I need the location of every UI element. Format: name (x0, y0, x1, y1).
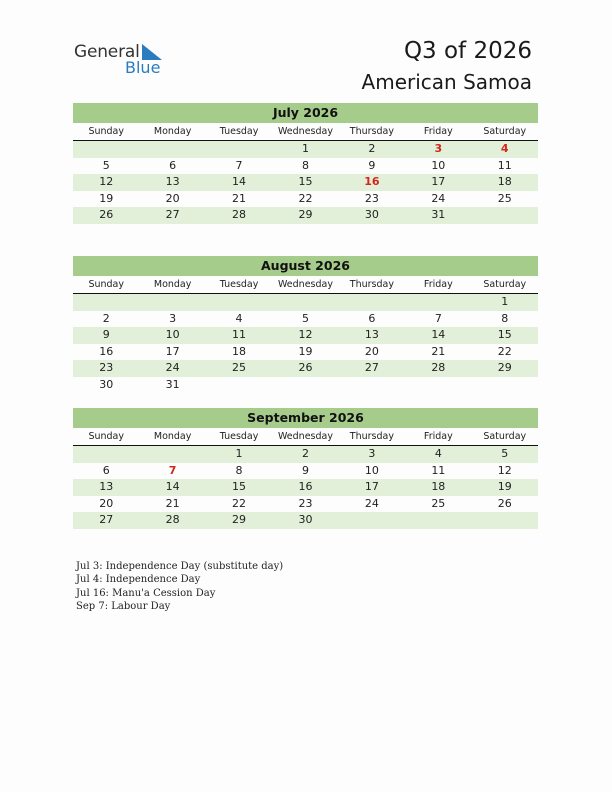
day-cell (405, 377, 471, 394)
day-cell: 3 (434, 142, 443, 155)
day-cell: 12 (298, 328, 313, 341)
day-cell (339, 512, 405, 529)
day-cell: 10 (364, 463, 379, 477)
week-row (73, 496, 538, 513)
week-row (73, 327, 538, 344)
day-cell: 22 (298, 191, 313, 205)
day-cell: 4 (434, 447, 442, 460)
weekday-label: Sunday (88, 279, 124, 290)
day-cell: 21 (232, 191, 247, 205)
day-cell: 16 (99, 344, 114, 358)
day-cell: 7 (434, 311, 442, 325)
day-cell: 19 (99, 191, 114, 205)
day-cell (472, 207, 538, 224)
day-cell: 6 (102, 463, 110, 477)
day-cell (472, 512, 538, 529)
weekday-label: Wednesday (277, 431, 333, 442)
holiday-note: Jul 4: Independence Day (76, 574, 201, 586)
page-title: Q3 of 2026 (403, 38, 532, 64)
weekday-label: Friday (423, 431, 453, 442)
day-cell: 14 (165, 480, 180, 493)
day-cell (272, 377, 338, 394)
week-row (73, 294, 538, 311)
week-row (73, 479, 538, 496)
day-cell: 29 (298, 208, 313, 221)
weekday-header-row (73, 276, 538, 294)
day-cell: 14 (232, 175, 247, 188)
day-cell: 9 (301, 463, 309, 477)
day-cell: 19 (497, 480, 512, 493)
weekday-label: Monday (153, 431, 192, 442)
day-cell: 18 (497, 175, 512, 188)
day-cell: 21 (431, 344, 446, 358)
day-cell: 13 (99, 480, 114, 493)
day-cell (206, 377, 272, 394)
day-cell: 18 (431, 480, 446, 493)
day-cell: 9 (368, 158, 376, 172)
day-cell (139, 294, 205, 311)
day-cell (206, 294, 272, 311)
week-row (73, 512, 538, 529)
day-cell (405, 512, 471, 529)
day-cell: 28 (232, 208, 247, 221)
day-cell: 24 (364, 496, 379, 510)
day-cell: 5 (102, 158, 110, 172)
generalblue-logo (74, 42, 174, 78)
day-cell (206, 141, 272, 158)
day-cell: 23 (99, 361, 114, 374)
day-cell (272, 294, 338, 311)
day-cell: 3 (169, 311, 177, 325)
day-cell: 28 (165, 513, 180, 526)
day-cell (73, 141, 139, 158)
day-cell: 18 (232, 344, 247, 358)
week-row (73, 463, 538, 480)
country-name: American Samoa (361, 70, 532, 94)
day-cell: 11 (232, 328, 247, 341)
day-cell: 26 (298, 361, 313, 374)
week-row (73, 174, 538, 191)
logo-general-text: General (74, 42, 140, 62)
day-cell (339, 377, 405, 394)
weekday-label: Sunday (88, 431, 124, 442)
weekday-label: Thursday (349, 126, 394, 137)
day-cell: 20 (99, 496, 114, 510)
holiday-note: Jul 3: Independence Day (substitute day) (76, 561, 284, 572)
day-cell (405, 294, 471, 311)
day-cell: 8 (235, 463, 243, 477)
week-row (73, 141, 538, 158)
day-cell: 14 (431, 328, 446, 341)
day-cell: 20 (364, 344, 379, 358)
day-cell: 5 (301, 311, 309, 325)
day-cell: 31 (165, 377, 180, 391)
day-cell: 26 (497, 496, 512, 510)
day-cell (73, 446, 139, 463)
holiday-notes (76, 560, 283, 614)
day-cell: 22 (497, 344, 512, 358)
day-cell: 11 (497, 158, 512, 172)
weekday-label: Saturday (483, 126, 527, 137)
day-cell (472, 377, 538, 394)
day-cell: 16 (298, 480, 313, 493)
month-header: August 2026 (73, 256, 538, 276)
day-cell: 29 (497, 361, 512, 374)
day-cell: 28 (431, 361, 446, 374)
day-cell: 19 (298, 344, 313, 358)
day-cell: 2 (102, 311, 110, 325)
day-cell: 10 (165, 328, 180, 341)
day-cell: 27 (364, 361, 379, 374)
day-cell: 15 (497, 328, 512, 341)
weekday-label: Tuesday (219, 431, 259, 442)
week-row (73, 191, 538, 208)
day-cell: 23 (364, 191, 379, 205)
day-cell: 25 (497, 191, 512, 205)
day-cell (73, 294, 139, 311)
day-cell: 6 (368, 311, 376, 325)
day-cell: 27 (99, 513, 114, 526)
day-cell: 6 (169, 158, 177, 172)
day-cell: 1 (235, 447, 243, 460)
weekday-label: Monday (153, 279, 192, 290)
day-cell: 7 (168, 463, 177, 477)
weekday-label: Tuesday (219, 126, 259, 137)
weekday-label: Thursday (349, 279, 394, 290)
weekday-label: Thursday (349, 431, 394, 442)
week-row (73, 311, 538, 328)
weekday-header-row (73, 123, 538, 141)
day-cell: 24 (165, 361, 180, 374)
day-cell: 29 (232, 513, 247, 526)
weekday-label: Tuesday (219, 279, 259, 290)
day-cell: 21 (165, 496, 180, 510)
month-header: September 2026 (73, 408, 538, 428)
day-cell: 27 (165, 208, 180, 221)
week-row (73, 344, 538, 361)
day-cell: 30 (298, 513, 313, 526)
month-calendar-august (73, 256, 538, 393)
day-cell: 31 (431, 208, 446, 221)
weekday-label: Friday (423, 279, 453, 290)
day-cell: 11 (431, 463, 446, 477)
month-calendar-september (73, 408, 538, 529)
day-cell: 20 (165, 191, 180, 205)
day-cell: 13 (165, 175, 180, 188)
month-calendar-july (73, 103, 538, 224)
day-cell: 25 (232, 361, 247, 374)
day-cell: 8 (501, 311, 509, 325)
day-cell: 15 (232, 480, 247, 493)
day-cell: 4 (500, 142, 509, 155)
day-cell: 13 (364, 328, 379, 341)
day-cell: 15 (298, 175, 313, 188)
day-cell: 4 (235, 311, 243, 325)
day-cell: 22 (232, 496, 247, 510)
day-cell (339, 294, 405, 311)
day-cell: 7 (235, 158, 243, 172)
month-weeks (73, 446, 538, 529)
month-weeks (73, 141, 538, 224)
day-cell: 16 (364, 175, 380, 188)
day-cell: 8 (301, 158, 309, 172)
day-cell: 1 (301, 142, 309, 155)
holiday-note: Sep 7: Labour Day (76, 601, 171, 613)
day-cell: 3 (368, 447, 376, 460)
week-row (73, 446, 538, 463)
weekday-label: Wednesday (277, 126, 333, 137)
day-cell: 25 (431, 496, 446, 510)
day-cell: 1 (501, 295, 509, 308)
day-cell: 2 (368, 142, 376, 155)
week-row (73, 158, 538, 175)
holiday-note: Jul 16: Manu'a Cession Day (76, 587, 216, 599)
logo-blue-text: Blue (125, 58, 161, 77)
day-cell: 17 (165, 344, 180, 358)
day-cell: 17 (364, 480, 379, 493)
week-row (73, 207, 538, 224)
day-cell: 30 (364, 208, 379, 221)
weekday-label: Monday (153, 126, 192, 137)
day-cell: 12 (99, 175, 114, 188)
day-cell (139, 446, 205, 463)
weekday-header-row (73, 428, 538, 446)
weekday-label: Saturday (483, 279, 527, 290)
day-cell: 23 (298, 496, 313, 510)
weekday-label: Saturday (483, 431, 527, 442)
day-cell: 5 (501, 447, 509, 460)
day-cell: 17 (431, 175, 446, 188)
day-cell: 2 (301, 447, 309, 460)
weekday-label: Friday (423, 126, 453, 137)
weekday-label: Sunday (88, 126, 124, 137)
weekday-label: Wednesday (277, 279, 333, 290)
week-row (73, 377, 538, 394)
month-weeks (73, 294, 538, 393)
day-cell: 30 (99, 377, 114, 391)
day-cell: 26 (99, 208, 114, 221)
week-row (73, 360, 538, 377)
day-cell: 10 (431, 158, 446, 172)
day-cell (139, 141, 205, 158)
day-cell: 12 (497, 463, 512, 477)
day-cell: 9 (102, 328, 110, 341)
month-header: July 2026 (73, 103, 538, 123)
day-cell: 24 (431, 191, 446, 205)
